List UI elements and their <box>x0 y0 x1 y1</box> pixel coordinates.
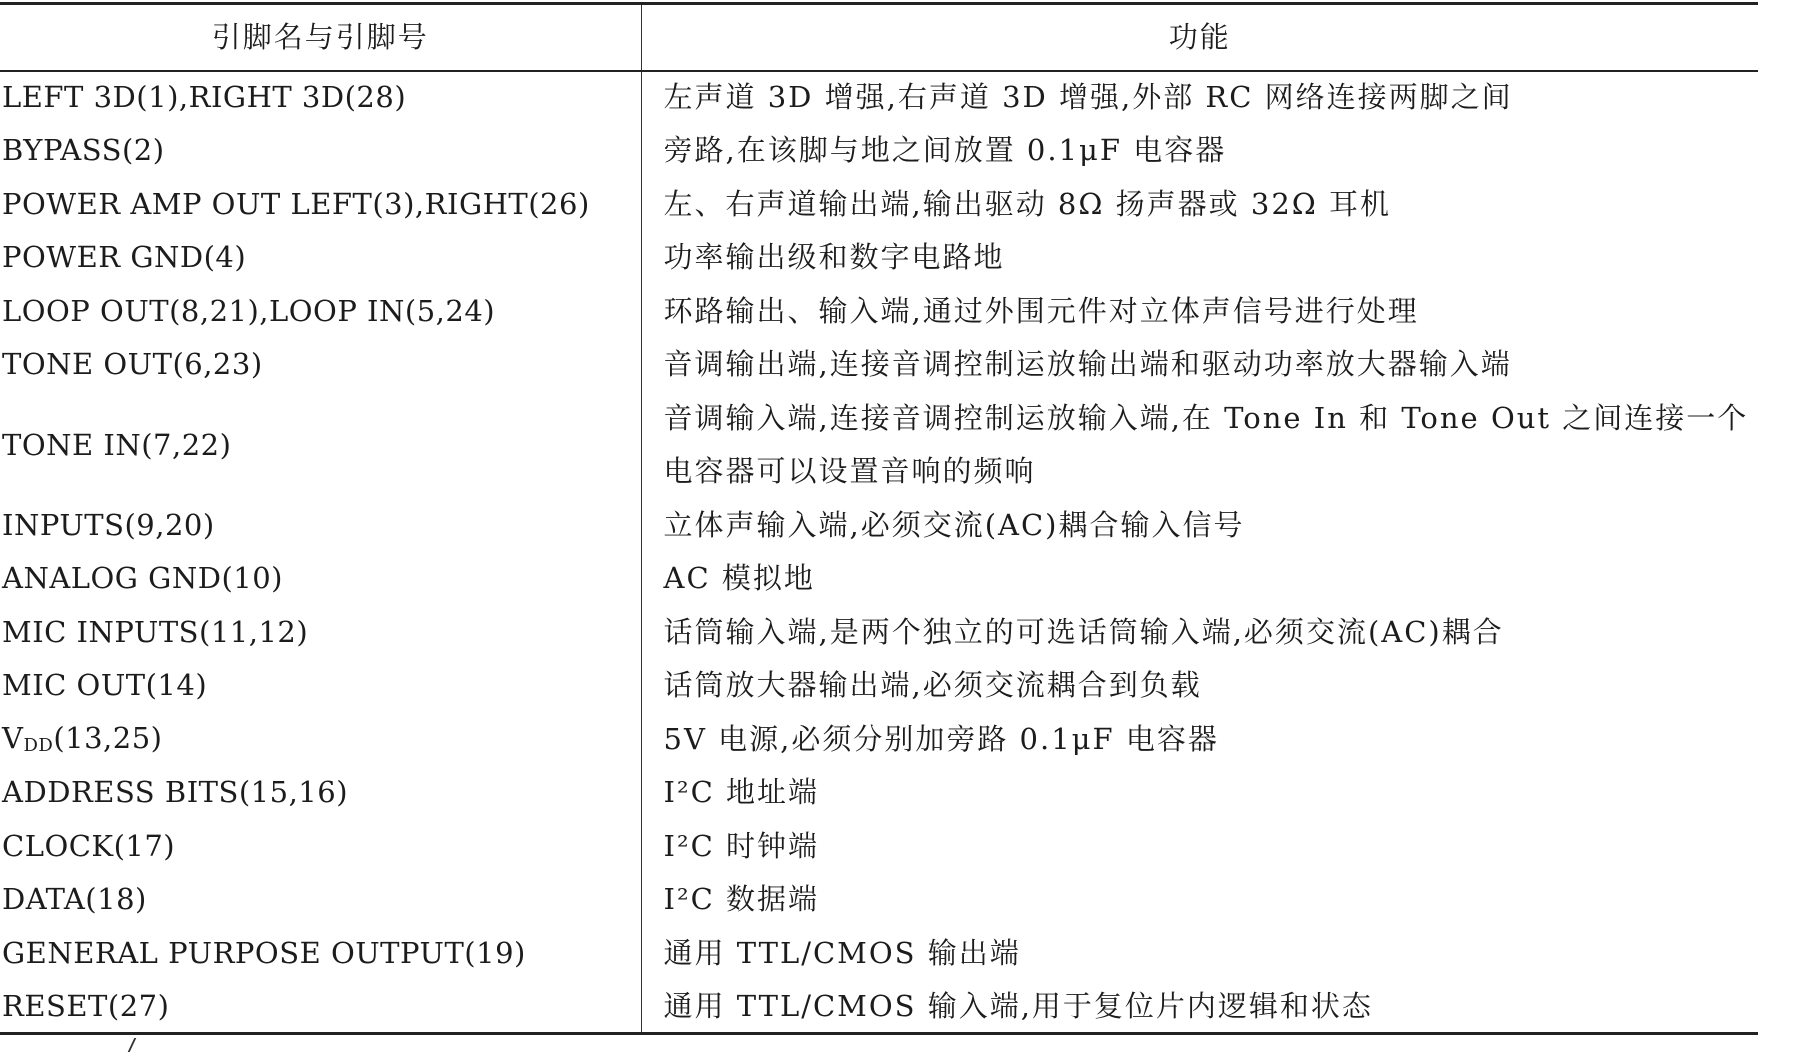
table-row <box>0 552 1758 606</box>
header-function: 功能 <box>641 4 1758 71</box>
pin-subscript: DD <box>23 735 54 757</box>
pin-cell: MIC OUT(14) <box>0 659 641 713</box>
function-cell: AC 模拟地 <box>663 561 815 596</box>
function-cell: 音调输出端,连接音调控制运放输出端和驱动功率放大器输入端 <box>663 347 1512 382</box>
table-row <box>0 766 1758 820</box>
function-cell: 左声道 3D 增强,右声道 3D 增强,外部 RC 网络连接两脚之间 <box>663 80 1513 115</box>
table-row <box>0 606 1758 660</box>
table-row <box>0 178 1758 232</box>
table-row <box>0 392 1758 499</box>
function-cell: 话筒输入端,是两个独立的可选话筒输入端,必须交流(AC)耦合 <box>663 614 1504 649</box>
table-row <box>0 124 1758 178</box>
pin-cell: BYPASS(2) <box>0 124 641 178</box>
pin-cell: ANALOG GND(10) <box>0 552 641 606</box>
table-row <box>0 659 1758 713</box>
pin-cell: LEFT 3D(1),RIGHT 3D(28) <box>0 71 641 125</box>
function-cell: 环路输出、输入端,通过外围元件对立体声信号进行处理 <box>663 293 1419 328</box>
table-row <box>0 820 1758 874</box>
table-row <box>0 873 1758 927</box>
table-row <box>0 71 1758 125</box>
pin-cell: ADDRESS BITS(15,16) <box>0 766 641 820</box>
function-cell: 功率输出级和数字电路地 <box>663 240 1005 275</box>
function-cell: 5V 电源,必须分别加旁路 0.1μF 电容器 <box>663 721 1219 756</box>
table-body <box>0 71 1758 1034</box>
pin-cell-vdd <box>0 713 641 767</box>
table-header <box>0 4 1758 71</box>
header-row <box>0 4 1758 71</box>
function-cell: 左、右声道输出端,输出驱动 8Ω 扬声器或 32Ω 耳机 <box>663 186 1392 221</box>
table-row <box>0 338 1758 392</box>
pin-main-letter: V <box>2 721 24 756</box>
pin-cell: TONE OUT(6,23) <box>0 338 641 392</box>
pin-cell: DATA(18) <box>0 873 641 927</box>
table-row <box>0 927 1758 981</box>
function-cell: I²C 地址端 <box>663 775 819 810</box>
table-row <box>0 499 1758 553</box>
pin-cell: GENERAL PURPOSE OUTPUT(19) <box>0 927 641 981</box>
pin-numbers: (13,25) <box>53 721 163 756</box>
function-cell: I²C 数据端 <box>663 882 819 917</box>
function-cell: 话筒放大器输出端,必须交流耦合到负载 <box>663 668 1202 703</box>
function-cell: I²C 时钟端 <box>663 828 819 863</box>
pin-cell: CLOCK(17) <box>0 820 641 874</box>
pin-function-table <box>0 2 1758 1035</box>
function-cell: 通用 TTL/CMOS 输出端 <box>663 935 1021 970</box>
pin-cell: TONE IN(7,22) <box>0 392 641 499</box>
table-row <box>0 231 1758 285</box>
scan-mark <box>128 1038 147 1052</box>
pin-cell: INPUTS(9,20) <box>0 499 641 553</box>
table-row <box>0 285 1758 339</box>
function-cell: 立体声输入端,必须交流(AC)耦合输入信号 <box>663 507 1245 542</box>
pin-cell: MIC INPUTS(11,12) <box>0 606 641 660</box>
table-row <box>0 713 1758 767</box>
pin-cell: LOOP OUT(8,21),LOOP IN(5,24) <box>0 285 641 339</box>
pin-cell: POWER GND(4) <box>0 231 641 285</box>
header-pin-name: 引脚名与引脚号 <box>0 4 641 71</box>
function-cell: 音调输入端,连接音调控制运放输入端,在 Tone In 和 Tone Out 之间连接一个电容器可以设置音响的频响 <box>663 401 1749 488</box>
pin-cell: POWER AMP OUT LEFT(3),RIGHT(26) <box>0 178 641 232</box>
function-cell: 通用 TTL/CMOS 输入端,用于复位片内逻辑和状态 <box>641 980 1758 1034</box>
function-cell: 旁路,在该脚与地之间放置 0.1μF 电容器 <box>663 133 1227 168</box>
pin-cell: RESET(27) <box>0 980 641 1034</box>
table-row <box>0 980 1758 1034</box>
